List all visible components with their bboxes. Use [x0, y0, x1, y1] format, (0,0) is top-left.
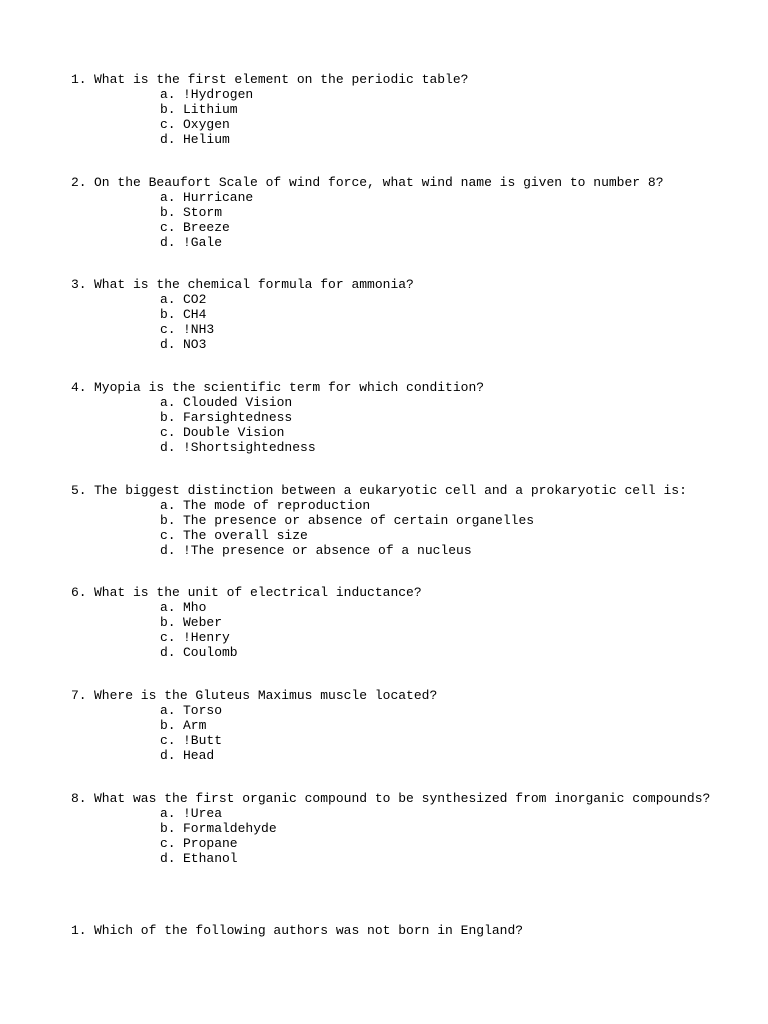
option-text: !Butt: [183, 733, 223, 748]
option-text: Propane: [183, 836, 238, 851]
option-label: b.: [160, 615, 176, 630]
option-label: d.: [160, 645, 176, 660]
option-label: c.: [160, 117, 176, 132]
option-label: d.: [160, 337, 176, 352]
option-text: Ethanol: [183, 851, 238, 866]
question-text: Where is the Gluteus Maximus muscle located?: [94, 688, 438, 703]
option-label: c.: [160, 322, 176, 337]
option-text: NO3: [183, 337, 207, 352]
option-text: CH4: [183, 307, 207, 322]
option-label: c.: [160, 425, 176, 440]
question-number: 2.: [71, 175, 87, 190]
question-number: 1.: [71, 923, 87, 938]
option-text: Coulomb: [183, 645, 238, 660]
question-text: The biggest distinction between a eukaryotic cell and a prokaryotic cell is:: [94, 483, 687, 498]
option-label: a.: [160, 703, 176, 718]
option-text: Mho: [183, 600, 207, 615]
option-label: c.: [160, 220, 176, 235]
option-label: b.: [160, 307, 176, 322]
option-text: Breeze: [183, 220, 230, 235]
option-label: b.: [160, 205, 176, 220]
option-text: !Gale: [183, 235, 223, 250]
question-number: 3.: [71, 277, 87, 292]
option-text: Farsightedness: [183, 410, 293, 425]
option-label: b.: [160, 410, 176, 425]
option-text: Formaldehyde: [183, 821, 277, 836]
option-label: b.: [160, 513, 176, 528]
question-text: What is the unit of electrical inductance?: [94, 585, 422, 600]
option-label: a.: [160, 498, 176, 513]
option-label: d.: [160, 132, 176, 147]
option-text: !Hydrogen: [183, 87, 254, 102]
option-text: Hurricane: [183, 190, 254, 205]
option-text: !Urea: [183, 806, 223, 821]
option-text: The mode of reproduction: [183, 498, 371, 513]
option-label: d.: [160, 748, 176, 763]
option-label: a.: [160, 395, 176, 410]
option-label: a.: [160, 806, 176, 821]
question-text: Myopia is the scientific term for which condition?: [94, 380, 485, 395]
option-label: c.: [160, 630, 176, 645]
option-text: The presence or absence of certain organelles: [183, 513, 535, 528]
question-number: 6.: [71, 585, 87, 600]
question-text: What is the first element on the periodic table?: [94, 72, 469, 87]
question-number: 4.: [71, 380, 87, 395]
option-text: !The presence or absence of a nucleus: [183, 543, 472, 558]
option-label: a.: [160, 292, 176, 307]
option-label: c.: [160, 528, 176, 543]
option-label: a.: [160, 600, 176, 615]
option-label: b.: [160, 821, 176, 836]
option-text: Arm: [183, 718, 207, 733]
option-label: d.: [160, 851, 176, 866]
option-label: c.: [160, 733, 176, 748]
question-number: 7.: [71, 688, 87, 703]
option-text: CO2: [183, 292, 207, 307]
question-number: 8.: [71, 791, 87, 806]
option-label: d.: [160, 235, 176, 250]
option-text: Oxygen: [183, 117, 230, 132]
option-text: Weber: [183, 615, 223, 630]
option-label: b.: [160, 102, 176, 117]
option-label: b.: [160, 718, 176, 733]
option-text: Clouded Vision: [183, 395, 293, 410]
option-text: Helium: [183, 132, 230, 147]
option-text: Torso: [183, 703, 223, 718]
option-label: a.: [160, 87, 176, 102]
question-text: What was the first organic compound to be synthesized from inorganic compounds?: [94, 791, 711, 806]
option-label: d.: [160, 440, 176, 455]
option-text: The overall size: [183, 528, 308, 543]
question-text: Which of the following authors was not born in England?: [94, 923, 524, 938]
option-text: !Henry: [183, 630, 230, 645]
option-text: !Shortsightedness: [183, 440, 316, 455]
option-text: Head: [183, 748, 215, 763]
question-text: On the Beaufort Scale of wind force, what wind name is given to number 8?: [94, 175, 664, 190]
option-text: Lithium: [183, 102, 238, 117]
option-label: d.: [160, 543, 176, 558]
question-number: 1.: [71, 72, 87, 87]
option-label: a.: [160, 190, 176, 205]
option-label: c.: [160, 836, 176, 851]
question-number: 5.: [71, 483, 87, 498]
option-text: Storm: [183, 205, 223, 220]
question-text: What is the chemical formula for ammonia?: [94, 277, 414, 292]
option-text: Double Vision: [183, 425, 285, 440]
option-text: !NH3: [183, 322, 215, 337]
